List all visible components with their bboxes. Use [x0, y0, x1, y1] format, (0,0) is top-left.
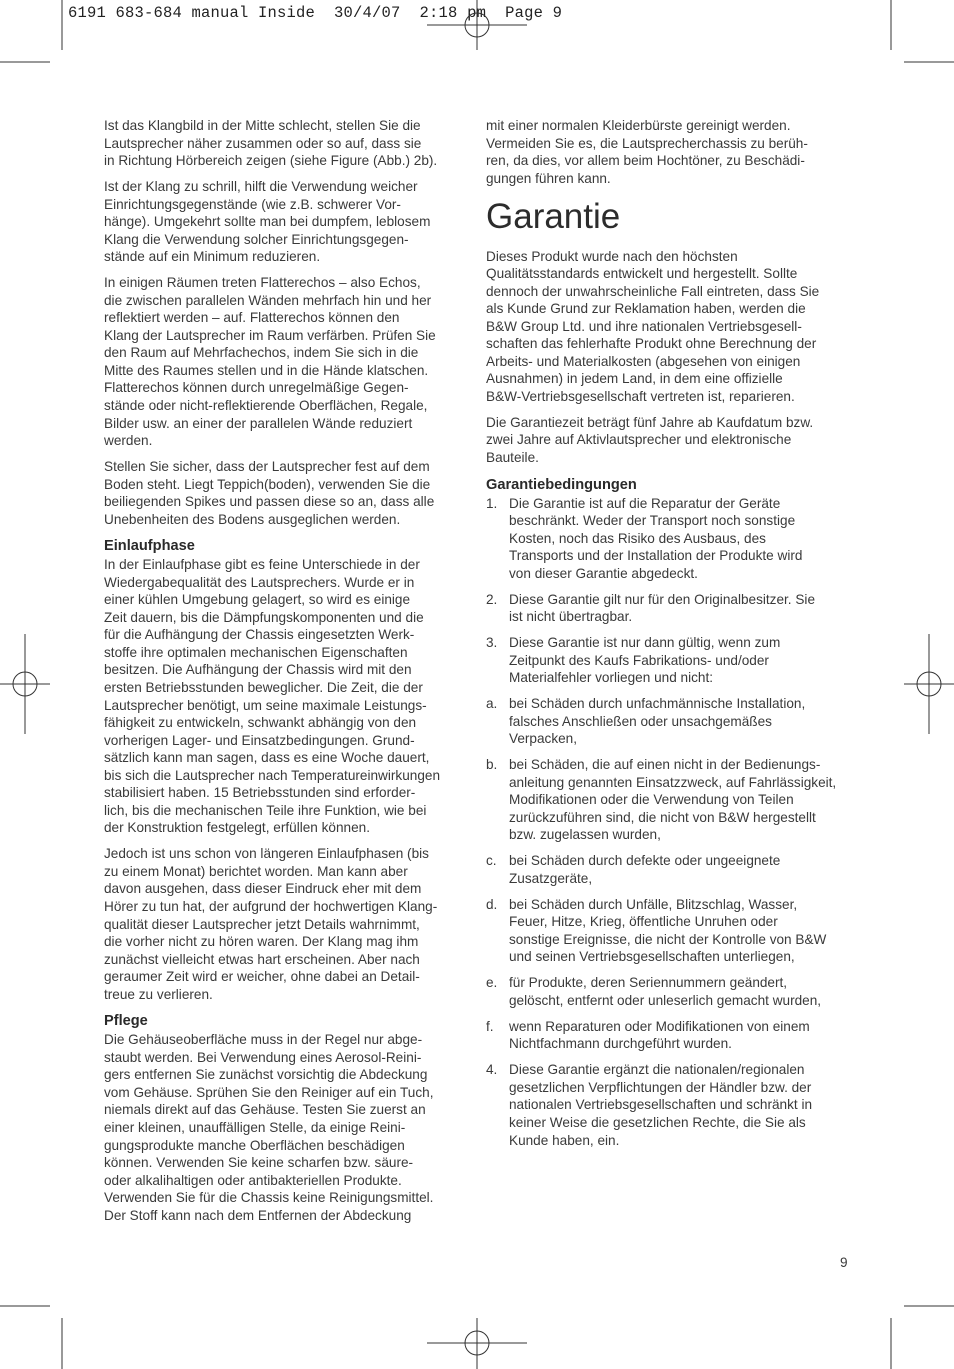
registration-mark-right: [904, 634, 954, 734]
list-marker: f.: [486, 1018, 494, 1034]
registration-mark-left: [0, 634, 50, 734]
list-item-text: wenn Reparaturen oder Modifikationen von einem Nichtfachmann durchgeführt wurden.: [509, 1018, 810, 1052]
list-item-text: Diese Garantie ergänzt die nationalen/regionalen gesetzlichen Verpflichtungen der Händler bzw. der nationalen Vertriebsgesellschaften und schränkt in keiner Weise die gesetzlichen Rechte, die Sie als Kunde haben, ein.: [509, 1062, 813, 1148]
body-paragraph: Jedoch ist uns schon von längeren Einlaufphasen (bis zu einem Monat) berichtet worden. Man kann aber davon ausgehen, dass dieser Eindruck eher mit dem Hörer zu tun hat, der aufgrund der hochwertigen Klang- qualität dieser Lautsprecher jetzt Details wahrnimmt, die vorher nicht zu hören waren. Der Klang mag ihm zunächst vielleicht etwas hart erscheinen. Aber nach geraumer Zeit wird er weicher, ohne dabei an Detail- treue zu verlieren.: [104, 846, 438, 1002]
list-item-text: Die Garantie ist auf die Reparatur der Geräte beschränkt. Weder der Transport noch sonstige Kosten, noch das Risiko des Ausbaus, des Transports und der Installation der Produkte wird von dieser Garantie abgedeckt.: [509, 495, 803, 581]
registration-mark-top: [427, 0, 527, 50]
list-item: [486, 591, 858, 626]
list-item-text: für Produkte, deren Seriennummern geändert, gelöscht, entfernt oder unleserlich gemacht wurden,: [509, 975, 822, 1008]
list-marker: b.: [486, 757, 498, 773]
body-paragraph: mit einer normalen Kleiderbürste gereinigt werden. Vermeiden Sie es, die Lautsprecherchassis zu berüh- ren, da dies, vor allem beim Hochtöner, zu Beschädi- gungen führen kann.: [486, 118, 808, 186]
list-item-text: bei Schäden durch defekte oder ungeeignete Zusatzgeräte,: [509, 853, 781, 886]
list-item-text: Diese Garantie gilt nur für den Originalbesitzer. Sie ist nicht übertragbar.: [509, 591, 816, 625]
list-marker: a.: [486, 696, 498, 712]
page-number: 9: [840, 1255, 848, 1270]
list-marker: d.: [486, 896, 498, 912]
list-item: [486, 1018, 858, 1053]
list-marker: 4.: [486, 1062, 498, 1078]
body-paragraph: Die Garantiezeit beträgt fünf Jahre ab Kaufdatum bzw. zwei Jahre auf Aktivlautsprecher und elektronische Bauteile.: [486, 414, 814, 465]
list-marker: e.: [486, 975, 498, 991]
list-marker: 1.: [486, 495, 498, 511]
list-item: [486, 634, 858, 687]
body-paragraph: In der Einlaufphase gibt es feine Unterschiede in der Wiedergabequalität des Lautsprechers. Wurde er in einer kühlen Umgebung gelagert, so wird es einige Zeit dauern, bis die Dämpfungskomponenten und die für die Aufhängung der Chassis eingesetzten Werk- stoffe ihre optimalen mechanischen Eigenschaften besitzen. Die Aufhängung der Chassis wird mit den ersten Betriebsstunden beweglicher. Die Zeit, die der Lautsprecher benötigt, um seine maximale Leistungs- fähigkeit zu entwickeln, schwankt abhängig von den vorherigen Lager- und Einsatzbedingungen. Grund- sätzlich kann man sagen, dass es eine Woche dauert, bis sich die Lautsprecher nach Temperatureinwirkungen stabilisiert haben. 15 Betriebsstunden sind erforder- lich, bis die mechanischen Teile ihre Funktion, wie bei der Konstruktion festgelegt, erfüllen können.: [104, 557, 441, 836]
body-paragraph: Die Gehäuseoberfläche muss in der Regel nur abge- staubt werden. Bei Verwendung eines Aerosol-Reini- gers entfernen Sie zunächst vorsichtig die Abdeckung vom Gehäuse. Sprühen Sie den Reiniger auf ein Tuch, niemals direkt auf das Gehäuse. Testen Sie zuerst an einer kleinen, unauffälligen Stelle, da einige Reini- gungsprodukte manche Oberflächen beschädigen können. Verwenden Sie keine scharfen bzw. säure- oder alkalihaltigen oder antibakteriellen Produkte. Verwenden Sie für die Chassis keine Reinigungsmittel. Der Stoff kann nach dem Entfernen der Abdeckung: [104, 1032, 434, 1223]
list-item: [486, 695, 858, 748]
list-item: [486, 495, 858, 583]
conditions-list: [486, 495, 858, 1150]
right-column: [486, 117, 858, 1157]
list-item-text: Diese Garantie ist nur dann gültig, wenn zum Zeitpunkt des Kaufs Fabrikations- und/oder Materialfehler vorliegen und nicht:: [509, 635, 781, 686]
list-marker: 3.: [486, 635, 498, 651]
body-paragraph: Ist der Klang zu schrill, hilft die Verwendung weicher Einrichtungsgegenstände (wie z.B. schwerer Vor- hänge). Umgekehrt sollte man bei dumpfem, leblosem Klang die Verwendung solcher Einrichtungsgegen- stände auf ein Minimum reduzieren.: [104, 179, 431, 265]
list-item: [486, 896, 858, 966]
registration-mark-bottom: [427, 1318, 527, 1369]
list-item: [486, 756, 858, 844]
body-paragraph: In einigen Räumen treten Flatterechos – also Echos, die zwischen parallelen Wänden mehrfach hin und her reflektiert werden – auf. Flatterechos können den Klang der Lautsprecher im Raum verfärben. Prüfen Sie den Raum auf Mehrfachechos, indem Sie sich in die Mitte des Raumes stellen und in die Hände klatschen. Flatterechos können durch unregelmäßige Gegen- stände oder nicht-reflektierende Oberflächen, Regale, Bilder usw. an einer der parallelen Wände reduziert werden.: [104, 275, 436, 449]
body-paragraph: Dieses Produkt wurde nach den höchsten Qualitätsstandards entwickelt und hergestellt. Sollte dennoch der unwahrscheinliche Fall eintreten, dass Sie als Kunde Grund zur Reklamation haben, werden die B&W Group Ltd. und ihre nationalen Vertriebsgesell- schaften das fehlerhafte Produkt ohne Berechnung der Arbeits- und Materialkosten (abgesehen von einigen Ausnahmen) in jedem Land, in dem eine offizielle B&W-Vertriebsgesellschaft vertreten ist, reparieren.: [486, 248, 820, 404]
page-title: Garantie: [486, 196, 621, 236]
list-item-text: bei Schäden durch unfachmännische Installation, falsches Anschließen oder unsachgemäßes Verpacken,: [509, 696, 806, 747]
list-item-text: bei Schäden, die auf einen nicht in der Bedienungs- anleitung genannten Einsatzzweck, auf Fahrlässigkeit, Modifikationen oder die Verwendung von Teilen zurückzuführen sind, die nicht von B&W hergestellt bzw. zugelassen wurden,: [509, 757, 837, 843]
body-paragraph: Ist das Klangbild in der Mitte schlecht, stellen Sie die Lautsprecher näher zusammen oder so auf, dass sie in Richtung Hörbereich zeigen (siehe Figure (Abb.) 2b).: [104, 118, 438, 169]
print-slug: 6191 683-684 manual Inside 30/4/07 2:18 pm Page 9: [68, 4, 563, 22]
left-column: [104, 117, 470, 1233]
list-marker: 2.: [486, 591, 498, 607]
list-item-text: bei Schäden durch Unfälle, Blitzschlag, Wasser, Feuer, Hitze, Krieg, öffentliche Unruhen oder sonstige Ereignisse, die nicht der Kontrolle von B&W und seinen Vertriebsgesellschaften unterliegen,: [509, 896, 827, 965]
section-heading-pflege: Pflege: [104, 1013, 148, 1030]
list-item: [486, 974, 858, 1009]
section-heading-garantiebedingungen: Garantiebedingungen: [486, 476, 637, 493]
body-paragraph: Stellen Sie sicher, dass der Lautsprecher fest auf dem Boden steht. Liegt Teppich(boden), verwenden Sie die beiliegenden Spikes und passen diese so an, dass alle Unebenheiten des Bodens ausgeglichen werden.: [104, 459, 435, 527]
section-heading-einlaufphase: Einlaufphase: [104, 538, 195, 555]
list-marker: c.: [486, 853, 497, 869]
list-item: [486, 852, 858, 887]
list-item: [486, 1061, 858, 1149]
